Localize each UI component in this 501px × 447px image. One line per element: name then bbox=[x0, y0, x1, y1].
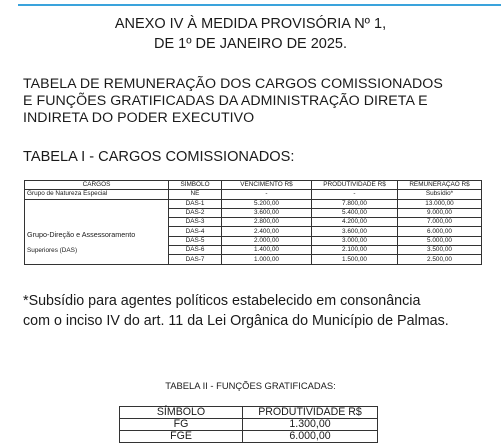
cell-remuneracao: 2.500,00 bbox=[398, 255, 482, 264]
table-header-row bbox=[25, 181, 482, 190]
cell-produtividade: 6.000,00 bbox=[243, 431, 378, 443]
header-remuneracao: REMUNERAÇÃO R$ bbox=[398, 181, 482, 190]
gratified-functions-table bbox=[119, 406, 378, 443]
header-simbolo: SÍMBOLO bbox=[120, 407, 243, 419]
document-title-line-2: E FUNÇÕES GRATIFICADAS DA ADMINISTRAÇÃO DIRETA E bbox=[23, 93, 428, 109]
footnote bbox=[23, 292, 483, 331]
cell-simbolo: FG bbox=[120, 419, 243, 431]
cell-produtividade: 7.800,00 bbox=[312, 199, 398, 208]
cell-simbolo: NE bbox=[169, 190, 222, 199]
commissioned-positions-table bbox=[24, 180, 482, 265]
header-produtividade: PRODUTIVIDADE R$ bbox=[312, 181, 398, 190]
footnote-line-1: *Subsídio para agentes políticos estabelecido em consonância bbox=[23, 293, 421, 309]
cell-simbolo: DAS-3 bbox=[169, 218, 222, 227]
cell-remuneracao: 9.000,00 bbox=[398, 208, 482, 217]
table-2-title: TABELA II - FUNÇÕES GRATIFICADAS: bbox=[165, 380, 336, 391]
cell-cargo: Grupo de Natureza Especial bbox=[25, 190, 169, 199]
table-row bbox=[120, 419, 378, 431]
cell-vencimento: - bbox=[222, 190, 312, 199]
header-simbolo: SÍMBOLO bbox=[169, 181, 222, 190]
document-title-line-3: INDIRETA DO PODER EXECUTIVO bbox=[23, 110, 255, 126]
group-label-line-1: Grupo-Direção e Assessoramento bbox=[27, 229, 136, 239]
cell-produtividade: 5.400,00 bbox=[312, 208, 398, 217]
cell-simbolo: FGE bbox=[120, 431, 243, 443]
cell-cargo-group bbox=[25, 199, 169, 264]
footnote-line-2: com o inciso IV do art. 11 da Lei Orgânica do Município de Palmas. bbox=[23, 312, 449, 329]
cell-simbolo: DAS-4 bbox=[169, 227, 222, 236]
annex-heading-line-1: ANEXO IV À MEDIDA PROVISÓRIA Nº 1, bbox=[114, 16, 387, 32]
cell-vencimento: 2.000,00 bbox=[222, 236, 312, 245]
cell-remuneracao: 7.000,00 bbox=[398, 218, 482, 227]
header-cargos: CARGOS bbox=[25, 181, 169, 190]
cell-remuneracao: 6.000,00 bbox=[398, 227, 482, 236]
cell-vencimento: 5.200,00 bbox=[222, 199, 312, 208]
cell-simbolo: DAS-1 bbox=[169, 199, 222, 208]
cell-produtividade: 2.100,00 bbox=[312, 246, 398, 255]
cell-produtividade: 4.200,00 bbox=[312, 218, 398, 227]
cell-produtividade: 3.000,00 bbox=[312, 236, 398, 245]
cell-produtividade: 1.500,00 bbox=[312, 255, 398, 264]
cell-remuneracao: 3.500,00 bbox=[398, 246, 482, 255]
top-rule bbox=[18, 4, 501, 6]
cell-remuneracao: 13.000,00 bbox=[398, 199, 482, 208]
annex-heading-line-2: DE 1º DE JANEIRO DE 2025. bbox=[153, 36, 348, 52]
document-title-line-1: TABELA DE REMUNERAÇÃO DOS CARGOS COMISSIONADOS bbox=[23, 76, 443, 92]
table-row bbox=[25, 199, 482, 208]
group-label-line-2: Superiores (DAS) bbox=[27, 246, 78, 254]
cell-produtividade: - bbox=[312, 190, 398, 199]
cell-produtividade: 3.600,00 bbox=[312, 227, 398, 236]
cell-simbolo: DAS-2 bbox=[169, 208, 222, 217]
cell-remuneracao: Subsídio* bbox=[398, 190, 482, 199]
cell-remuneracao: 5.000,00 bbox=[398, 236, 482, 245]
table-header-row bbox=[120, 407, 378, 419]
cell-simbolo: DAS-7 bbox=[169, 255, 222, 264]
table-1-title: TABELA I - CARGOS COMISSIONADOS: bbox=[23, 149, 295, 165]
table-row bbox=[25, 190, 482, 199]
cell-vencimento: 2.400,00 bbox=[222, 227, 312, 236]
cell-vencimento: 1.400,00 bbox=[222, 246, 312, 255]
cell-vencimento: 2.800,00 bbox=[222, 218, 312, 227]
header-produtividade: PRODUTIVIDADE R$ bbox=[243, 407, 378, 419]
cell-vencimento: 3.600,00 bbox=[222, 208, 312, 217]
cell-vencimento: 1.000,00 bbox=[222, 255, 312, 264]
cell-simbolo: DAS-5 bbox=[169, 236, 222, 245]
header-vencimento: VENCIMENTO R$ bbox=[222, 181, 312, 190]
table-row bbox=[120, 431, 378, 443]
cell-simbolo: DAS-6 bbox=[169, 246, 222, 255]
cell-produtividade: 1.300,00 bbox=[243, 419, 378, 431]
